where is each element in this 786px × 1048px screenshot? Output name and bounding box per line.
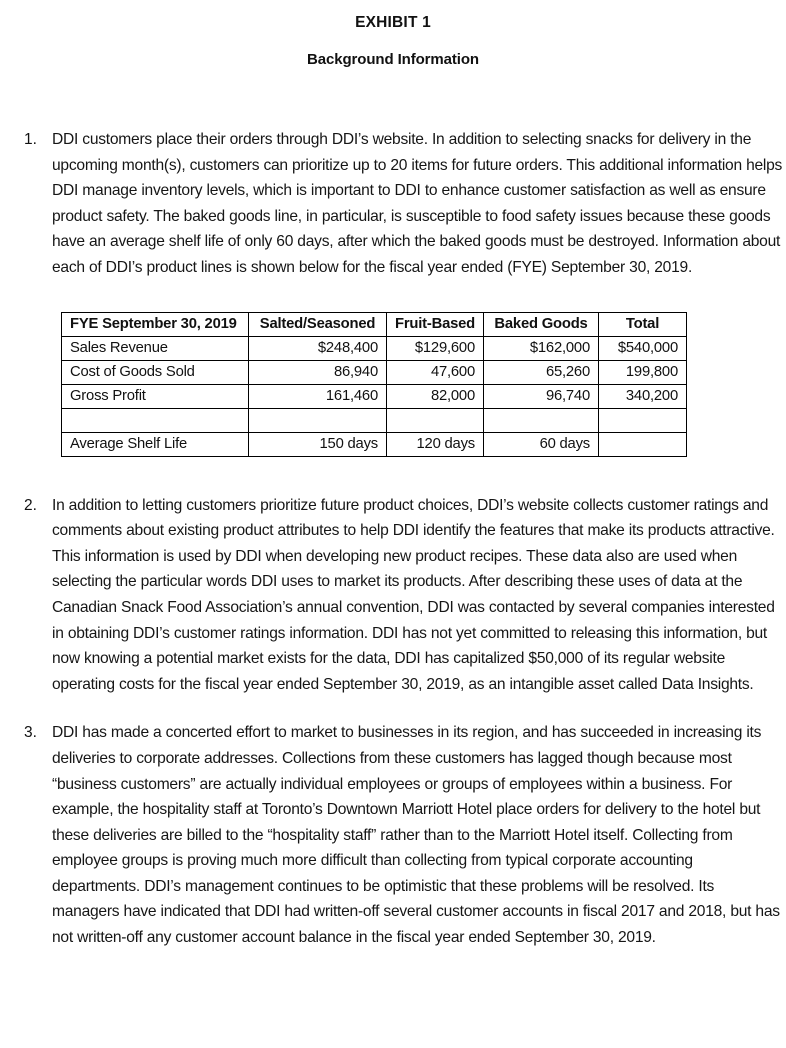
cell-sales-revenue-fruit: $129,600 bbox=[387, 336, 484, 360]
cell-shelf-life-fruit: 120 days bbox=[387, 432, 484, 456]
list-item-text-3: DDI has made a concerted effort to market to businesses in its region, and has succeeded in increasing its deliveries to corporate addresses. Collections from these customers has lagged though because most “business customers” are actually individual employees or groups of employees within a business. For example, the hospitality staff at Toronto’s Downtown Marriott Hotel place orders for delivery to the hotel but these deliveries are billed to the “hospitality staff” rather than to the Marriott Hotel itself. Collecting from employee groups is proving much more difficult than collecting from typical corporate accounting departments. DDI’s management continues to be optimistic that these problems will be resolved. Its managers have indicated that DDI had written-off several customer accounts in fiscal 2017 and 2018, but has not written-off any customer account balance in the fiscal year ended September 30, 2019. bbox=[52, 724, 780, 947]
row-label-average-shelf-life: Average Shelf Life bbox=[62, 432, 249, 456]
cell-shelf-life-salted: 150 days bbox=[249, 432, 387, 456]
financial-table-container bbox=[0, 312, 786, 457]
section-1 bbox=[0, 127, 786, 281]
row-label-sales-revenue: Sales Revenue bbox=[62, 336, 249, 360]
cell-cogs-salted: 86,940 bbox=[249, 360, 387, 384]
cell-blank-baked bbox=[484, 408, 599, 432]
list-item bbox=[14, 493, 784, 698]
cell-sales-revenue-salted: $248,400 bbox=[249, 336, 387, 360]
section-3 bbox=[0, 720, 786, 950]
list-item-text-1: DDI customers place their orders through DDI’s website. In addition to selecting snacks for delivery in the upcoming month(s), customers can prioritize up to 20 items for future orders. This additional information helps DDI manage inventory levels, which is important to DDI to enhance customer satisfaction as well as ensure product safety. The baked goods line, in particular, is susceptible to food safety issues because these goods have an average shelf life of only 60 days, after which the baked goods must be destroyed. Information about each of DDI’s product lines is shown below for the fiscal year ended (FYE) September 30, 2019. bbox=[52, 131, 783, 276]
list-item bbox=[14, 720, 784, 950]
cell-blank-total bbox=[599, 408, 687, 432]
cell-cogs-fruit: 47,600 bbox=[387, 360, 484, 384]
table-row bbox=[62, 360, 687, 384]
section-2 bbox=[0, 493, 786, 698]
table-header-cell-0: FYE September 30, 2019 bbox=[62, 312, 249, 336]
list-marker-2: 2. bbox=[24, 496, 37, 514]
cell-gross-profit-total: 340,200 bbox=[599, 384, 687, 408]
page-title: EXHIBIT 1 bbox=[355, 14, 431, 31]
table-row bbox=[62, 336, 687, 360]
list-item bbox=[14, 127, 784, 281]
cell-gross-profit-salted: 161,460 bbox=[249, 384, 387, 408]
numbered-list-1 bbox=[14, 127, 784, 281]
product-line-table bbox=[61, 312, 687, 457]
document-header bbox=[0, 0, 786, 72]
cell-sales-revenue-total: $540,000 bbox=[599, 336, 687, 360]
cell-shelf-life-total bbox=[599, 432, 687, 456]
table-header-row bbox=[62, 312, 687, 336]
cell-blank-fruit bbox=[387, 408, 484, 432]
cell-blank-salted bbox=[249, 408, 387, 432]
list-marker-3: 3. bbox=[24, 724, 37, 742]
row-label-blank bbox=[62, 408, 249, 432]
row-label-gross-profit: Gross Profit bbox=[62, 384, 249, 408]
numbered-list-3 bbox=[14, 720, 784, 950]
table-row bbox=[62, 432, 687, 456]
table-header-cell-1: Salted/Seasoned bbox=[249, 312, 387, 336]
cell-cogs-total: 199,800 bbox=[599, 360, 687, 384]
numbered-list-2 bbox=[14, 493, 784, 698]
table-header bbox=[62, 312, 687, 336]
table-header-cell-3: Baked Goods bbox=[484, 312, 599, 336]
cell-gross-profit-fruit: 82,000 bbox=[387, 384, 484, 408]
table-row bbox=[62, 384, 687, 408]
row-label-cost-of-goods-sold: Cost of Goods Sold bbox=[62, 360, 249, 384]
table-row-spacer bbox=[62, 408, 687, 432]
cell-shelf-life-baked: 60 days bbox=[484, 432, 599, 456]
list-marker-1: 1. bbox=[24, 131, 37, 148]
list-item-text-2: In addition to letting customers prioritize future product choices, DDI’s website collects customer ratings and comments about existing product attributes to help DDI identify the features that make its products attractive. This information is used by DDI when developing new product recipes. These data also are used when selecting the particular words DDI uses to market its products. After describing these uses of data at the Canadian Snack Food Association’s annual convention, DDI was contacted by several companies interested in obtaining DDI’s customer ratings information. DDI has not yet committed to releasing this information, but now knowing a potential market exists for the data, DDI has capitalized $50,000 of its regular website operating costs for the fiscal year ended September 30, 2019, as an intangible asset called Data Insights. bbox=[52, 496, 775, 693]
cell-gross-profit-baked: 96,740 bbox=[484, 384, 599, 408]
cell-cogs-baked: 65,260 bbox=[484, 360, 599, 384]
table-header-cell-2: Fruit-Based bbox=[387, 312, 484, 336]
cell-sales-revenue-baked: $162,000 bbox=[484, 336, 599, 360]
table-body bbox=[62, 336, 687, 456]
table-header-cell-4: Total bbox=[599, 312, 687, 336]
page-subtitle: Background Information bbox=[307, 51, 479, 68]
